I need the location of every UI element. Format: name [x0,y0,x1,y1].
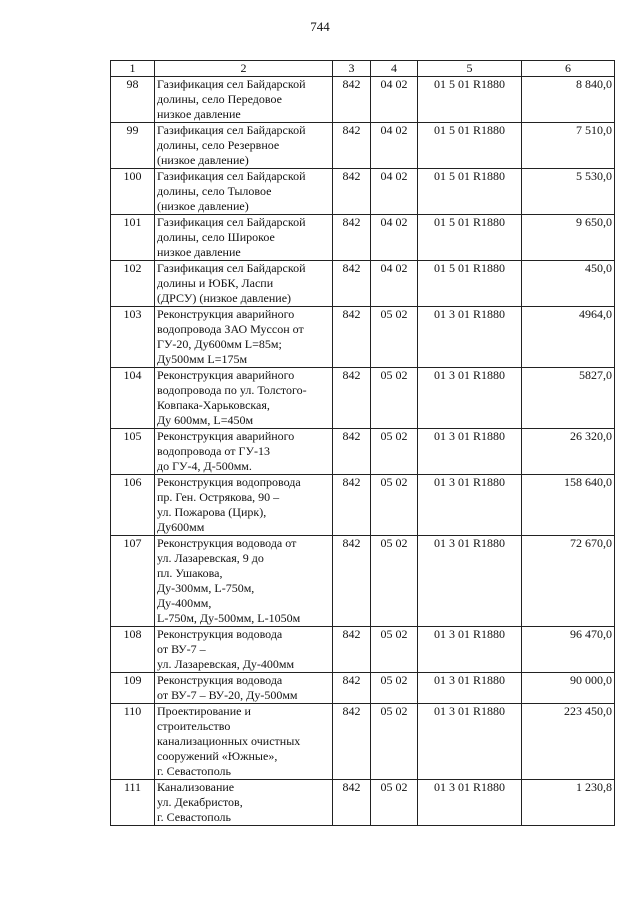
article-code-cell: 01 3 01 R1880 [418,673,522,704]
object-name-line: от ВУ-7 – [157,642,206,656]
section-code-cell: 05 02 [371,368,418,429]
department-code-cell: 842 [333,673,371,704]
row-number-cell: 101 [111,215,155,261]
object-name-cell [155,627,333,673]
department-code-cell: 842 [333,261,371,307]
header-cell-3: 3 [333,61,371,77]
table-row [111,475,615,536]
header-cell-5: 5 [418,61,522,77]
table-row [111,536,615,627]
article-code-cell: 01 5 01 R1880 [418,123,522,169]
article-code-cell: 01 5 01 R1880 [418,261,522,307]
object-name-line: водопровода от ГУ-13 [157,444,270,458]
table-row [111,627,615,673]
section-code-cell: 05 02 [371,429,418,475]
object-name-line: пл. Ушакова, [157,566,223,580]
article-code-cell: 01 5 01 R1880 [418,215,522,261]
object-name-line: (низкое давление) [157,153,249,167]
object-name-cell [155,780,333,826]
header-row [111,61,615,77]
amount-cell: 5827,0 [522,368,615,429]
row-number-cell: 107 [111,536,155,627]
object-name-line: до ГУ-4, Д-500мм. [157,459,252,473]
object-name-line: ул. Пожарова (Цирк), [157,505,267,519]
table-row [111,429,615,475]
article-code-cell: 01 5 01 R1880 [418,77,522,123]
object-name-cell [155,673,333,704]
department-code-cell: 842 [333,77,371,123]
amount-cell: 72 670,0 [522,536,615,627]
object-name-line: Реконструкция водовода от [157,536,297,550]
department-code-cell: 842 [333,307,371,368]
article-code-cell: 01 3 01 R1880 [418,704,522,780]
article-code-cell: 01 5 01 R1880 [418,169,522,215]
article-code-cell: 01 3 01 R1880 [418,307,522,368]
object-name-line: г. Севастополь [157,764,232,778]
row-number-cell: 104 [111,368,155,429]
amount-cell: 9 650,0 [522,215,615,261]
object-name-cell [155,169,333,215]
object-name-line: Реконструкция водопровода [157,475,301,489]
object-name-line: Реконструкция аварийного [157,368,295,382]
object-name-line: L-750м, Ду-500мм, L-1050м [157,611,301,625]
department-code-cell: 842 [333,475,371,536]
object-name-line: г. Севастополь [157,810,232,824]
table-row [111,673,615,704]
object-name-line: Канализование [157,780,235,794]
budget-table [110,60,615,826]
object-name-cell [155,475,333,536]
article-code-cell: 01 3 01 R1880 [418,627,522,673]
object-name-line: Газификация сел Байдарской [157,261,306,275]
section-code-cell: 04 02 [371,123,418,169]
section-code-cell: 04 02 [371,77,418,123]
object-name-line: (низкое давление) [157,199,249,213]
section-code-cell: 05 02 [371,536,418,627]
object-name-line: Реконструкция водовода [157,673,283,687]
object-name-cell [155,536,333,627]
object-name-cell [155,77,333,123]
amount-cell: 7 510,0 [522,123,615,169]
amount-cell: 26 320,0 [522,429,615,475]
table-row [111,77,615,123]
object-name-cell [155,123,333,169]
object-name-line: Ду-400мм, [157,596,212,610]
object-name-line: Проектирование и [157,704,251,718]
amount-cell: 223 450,0 [522,704,615,780]
object-name-line: от ВУ-7 – ВУ-20, Ду-500мм [157,688,298,702]
object-name-line: долины, село Тыловое [157,184,272,198]
section-code-cell: 05 02 [371,307,418,368]
row-number-cell: 103 [111,307,155,368]
department-code-cell: 842 [333,627,371,673]
department-code-cell: 842 [333,368,371,429]
amount-cell: 450,0 [522,261,615,307]
header-cell-4: 4 [371,61,418,77]
object-name-line: Газификация сел Байдарской [157,169,306,183]
table-row [111,123,615,169]
object-name-line: долины, село Передовое [157,92,282,106]
object-name-line: Газификация сел Байдарской [157,215,306,229]
department-code-cell: 842 [333,123,371,169]
table-row [111,704,615,780]
object-name-line: Реконструкция аварийного [157,429,295,443]
object-name-line: пр. Ген. Острякова, 90 – [157,490,280,504]
department-code-cell: 842 [333,215,371,261]
section-code-cell: 04 02 [371,261,418,307]
object-name-cell [155,368,333,429]
section-code-cell: 04 02 [371,169,418,215]
object-name-line: строительство [157,719,231,733]
section-code-cell: 04 02 [371,215,418,261]
department-code-cell: 842 [333,780,371,826]
object-name-line: долины и ЮБК, Ласпи [157,276,274,290]
row-number-cell: 100 [111,169,155,215]
amount-cell: 5 530,0 [522,169,615,215]
object-name-cell [155,704,333,780]
object-name-line: Ду500мм L=175м [157,352,248,366]
row-number-cell: 99 [111,123,155,169]
section-code-cell: 05 02 [371,475,418,536]
amount-cell: 8 840,0 [522,77,615,123]
amount-cell: 158 640,0 [522,475,615,536]
object-name-line: сооружений «Южные», [157,749,278,763]
department-code-cell: 842 [333,169,371,215]
object-name-cell [155,261,333,307]
object-name-line: (ДРСУ) (низкое давление) [157,291,292,305]
object-name-line: ул. Лазаревская, Ду-400мм [157,657,295,671]
page-number: 744 [310,19,330,34]
table-row [111,780,615,826]
header-cell-1: 1 [111,61,155,77]
section-code-cell: 05 02 [371,780,418,826]
row-number-cell: 106 [111,475,155,536]
article-code-cell: 01 3 01 R1880 [418,368,522,429]
object-name-line: ул. Декабристов, [157,795,243,809]
table-row [111,307,615,368]
object-name-line: Газификация сел Байдарской [157,123,306,137]
department-code-cell: 842 [333,704,371,780]
object-name-line: Ду600мм [157,520,205,534]
header-cell-6: 6 [522,61,615,77]
section-code-cell: 05 02 [371,673,418,704]
object-name-line: низкое давление [157,107,241,121]
object-name-line: низкое давление [157,245,241,259]
object-name-cell [155,307,333,368]
object-name-cell [155,215,333,261]
row-number-cell: 108 [111,627,155,673]
object-name-line: долины, село Резервное [157,138,280,152]
object-name-line: Ду 600мм, L=450м [157,413,254,427]
article-code-cell: 01 3 01 R1880 [418,475,522,536]
row-number-cell: 109 [111,673,155,704]
article-code-cell: 01 3 01 R1880 [418,429,522,475]
table-body [111,77,615,826]
object-name-line: Ду-300мм, L-750м, [157,581,255,595]
row-number-cell: 98 [111,77,155,123]
object-name-line: Ковпака-Харьковская, [157,398,270,412]
object-name-line: Газификация сел Байдарской [157,77,306,91]
object-name-line: водопровода ЗАО Муссон от [157,322,304,336]
object-name-line: канализационных очистных [157,734,301,748]
object-name-line: Реконструкция водовода [157,627,283,641]
department-code-cell: 842 [333,536,371,627]
object-name-line: долины, село Широкое [157,230,275,244]
table-row [111,368,615,429]
table-row [111,261,615,307]
article-code-cell: 01 3 01 R1880 [418,780,522,826]
header-cell-2: 2 [155,61,333,77]
row-number-cell: 105 [111,429,155,475]
amount-cell: 90 000,0 [522,673,615,704]
amount-cell: 96 470,0 [522,627,615,673]
section-code-cell: 05 02 [371,627,418,673]
amount-cell: 4964,0 [522,307,615,368]
object-name-line: Реконструкция аварийного [157,307,295,321]
table-row [111,215,615,261]
object-name-line: водопровода по ул. Толстого- [157,383,307,397]
section-code-cell: 05 02 [371,704,418,780]
row-number-cell: 111 [111,780,155,826]
row-number-cell: 110 [111,704,155,780]
table-row [111,169,615,215]
object-name-cell [155,429,333,475]
article-code-cell: 01 3 01 R1880 [418,536,522,627]
object-name-line: ул. Лазаревская, 9 до [157,551,264,565]
amount-cell: 1 230,8 [522,780,615,826]
department-code-cell: 842 [333,429,371,475]
object-name-line: ГУ-20, Ду600мм L=85м; [157,337,282,351]
row-number-cell: 102 [111,261,155,307]
